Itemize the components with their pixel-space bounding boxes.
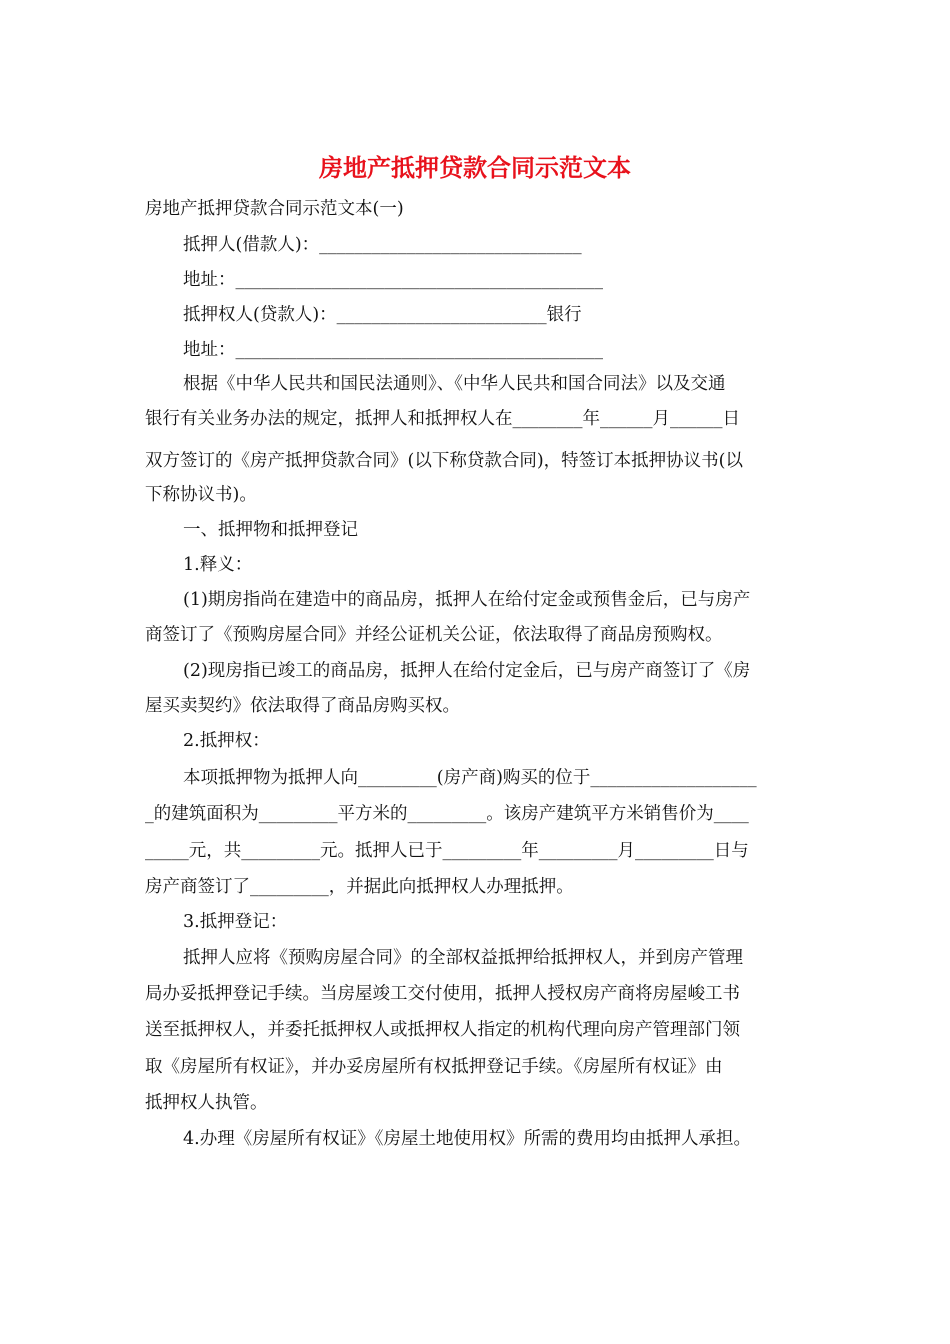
clause-heading: 1.释义： <box>183 555 253 575</box>
paragraph-line: 房产商签订了_________，并据此向抵押权人办理抵押。 <box>145 877 574 897</box>
mortgagee-field: 抵押权人(贷款人)：________________________银行 <box>183 305 582 325</box>
clause-heading: 2.抵押权： <box>183 731 270 751</box>
paragraph-line: 屋买卖契约》依法取得了商品房购买权。 <box>145 696 460 716</box>
paragraph-line: 4.办理《房屋所有权证》《房屋土地使用权》所需的费用均由抵押人承担。 <box>183 1129 751 1149</box>
paragraph-line: 双方签订的《房产抵押贷款合同》(以下称贷款合同)，特签订本抵押协议书(以 <box>145 451 743 471</box>
paragraph-line: 抵押权人执管。 <box>145 1093 268 1113</box>
address-field: 地址：__________________________________________ <box>183 270 603 290</box>
paragraph-line: 银行有关业务办法的规定，抵押人和抵押权人在________年______月______日 <box>145 409 740 429</box>
paragraph-line: (2)现房指已竣工的商品房，抵押人在给付定金后，已与房产商签订了《房 <box>183 661 751 681</box>
address-field-2: 地址：__________________________________________ <box>183 340 603 360</box>
paragraph-line: 根据《中华人民共和国民法通则》、《中华人民共和国合同法》以及交通 <box>183 374 726 394</box>
section-heading: 一、抵押物和抵押登记 <box>183 520 358 540</box>
paragraph-line: 商签订了《预购房屋合同》并经公证机关公证，依法取得了商品房预购权。 <box>145 625 723 645</box>
paragraph-line: 抵押人应将《预购房屋合同》的全部权益抵押给抵押权人，并到房产管理 <box>183 948 743 968</box>
paragraph-line: (1)期房指尚在建造中的商品房，抵押人在给付定金或预售金后，已与房产 <box>183 590 751 610</box>
clause-heading: 3.抵押登记： <box>183 912 288 932</box>
document-title: 房地产抵押贷款合同示范文本 <box>319 154 631 182</box>
paragraph-line: 下称协议书)。 <box>145 485 257 505</box>
paragraph-line: _____元，共_________元。抵押人已于_________年_________月_________日与 <box>145 841 749 861</box>
paragraph-line: 取《房屋所有权证》，并办妥房屋所有权抵押登记手续。《房屋所有权证》由 <box>145 1057 723 1077</box>
paragraph-line: 局办妥抵押登记手续。当房屋竣工交付使用，抵押人授权房产商将房屋峻工书 <box>145 984 740 1004</box>
mortgagor-field: 抵押人(借款人)：______________________________ <box>183 235 582 255</box>
paragraph-line: 本项抵押物为抵押人向_________(房产商)购买的位于___________________ <box>183 768 757 788</box>
paragraph-line: _的建筑面积为_________平方米的_________。该房产建筑平方米销售价为____ <box>145 804 749 824</box>
paragraph-line: 送至抵押权人，并委托抵押权人或抵押权人指定的机构代理向房产管理部门领 <box>145 1020 740 1040</box>
subtitle: 房地产抵押贷款合同示范文本(一) <box>145 199 404 219</box>
